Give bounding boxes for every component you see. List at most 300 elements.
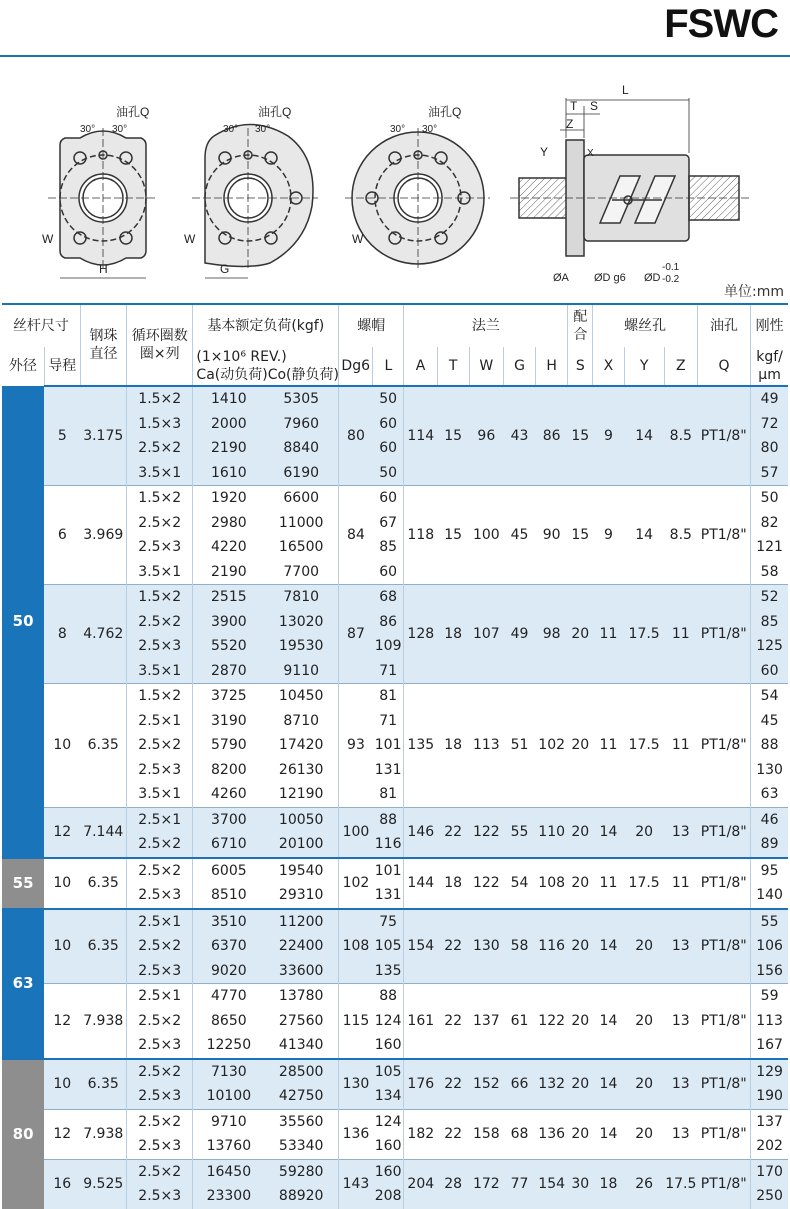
co-cell: 5305 bbox=[264, 386, 338, 412]
ca-cell: 2190 bbox=[193, 436, 264, 461]
co-cell: 33600 bbox=[264, 959, 338, 984]
table-row bbox=[2, 1059, 788, 1085]
nut-l-cell: 88 bbox=[373, 807, 404, 832]
rigidity-cell: 156 bbox=[751, 959, 788, 984]
co-cell: 88920 bbox=[264, 1184, 338, 1209]
fit-s-cell: 20 bbox=[568, 684, 593, 808]
rigidity-cell: 82 bbox=[751, 511, 788, 536]
dg6-cell: 100 bbox=[339, 807, 373, 858]
nut-l-cell: 71 bbox=[373, 709, 404, 734]
ca-cell: 9710 bbox=[193, 1109, 264, 1134]
fit-s-cell: 30 bbox=[568, 1159, 593, 1209]
flange-g-cell: 68 bbox=[503, 1109, 535, 1159]
flange-t-cell: 22 bbox=[437, 909, 469, 984]
nut-l-cell: 105 bbox=[373, 934, 404, 959]
ca-cell: 4260 bbox=[193, 782, 264, 807]
circuit-cell: 2.5×3 bbox=[127, 1084, 193, 1109]
flange-t-cell: 18 bbox=[437, 684, 469, 808]
circuit-cell: 2.5×1 bbox=[127, 807, 193, 832]
flange-g-cell: 54 bbox=[503, 858, 535, 909]
bolt-x-cell: 14 bbox=[593, 909, 624, 984]
flange-g-cell: 77 bbox=[503, 1159, 535, 1209]
flange-t-cell: 28 bbox=[437, 1159, 469, 1209]
oil-q-cell: PT1/8" bbox=[697, 909, 750, 984]
ball-dia-cell: 6.35 bbox=[80, 684, 126, 808]
ca-cell: 5520 bbox=[193, 634, 264, 659]
flange-g-cell: 61 bbox=[503, 984, 535, 1059]
bolt-y-cell: 17.5 bbox=[624, 684, 664, 808]
table-row bbox=[2, 858, 788, 884]
bolt-z-cell: 11 bbox=[664, 858, 697, 909]
dg6-cell: 84 bbox=[339, 486, 373, 585]
co-cell: 10450 bbox=[264, 684, 338, 709]
circuit-cell: 2.5×2 bbox=[127, 1009, 193, 1034]
header-bolt-hole: 螺丝孔 bbox=[593, 304, 698, 347]
dia-dg6-label: ØD g6 bbox=[594, 272, 626, 284]
flange-t-cell: 22 bbox=[437, 1059, 469, 1110]
co-cell: 42750 bbox=[264, 1084, 338, 1109]
ca-cell: 5790 bbox=[193, 733, 264, 758]
header-fit-line2: 合 bbox=[573, 327, 588, 343]
rigidity-cell: 250 bbox=[751, 1184, 788, 1209]
w-label-1: W bbox=[42, 232, 54, 246]
header-unit-line2: μm bbox=[758, 367, 781, 383]
x-label: X bbox=[587, 148, 594, 159]
lead-cell: 10 bbox=[44, 1059, 80, 1110]
rigidity-cell: 121 bbox=[751, 535, 788, 560]
ca-cell: 12250 bbox=[193, 1033, 264, 1059]
angle-label-1a: 30° bbox=[80, 124, 96, 135]
ball-dia-cell: 6.35 bbox=[80, 909, 126, 984]
bolt-z-cell: 11 bbox=[664, 684, 697, 808]
bolt-x-cell: 9 bbox=[593, 486, 624, 585]
co-cell: 19540 bbox=[264, 858, 338, 884]
co-cell: 19530 bbox=[264, 634, 338, 659]
oil-q-cell: PT1/8" bbox=[697, 807, 750, 858]
rigidity-cell: 57 bbox=[751, 461, 788, 486]
nut-l-cell: 116 bbox=[373, 832, 404, 858]
table-row bbox=[2, 1159, 788, 1184]
header-l: L bbox=[373, 347, 404, 386]
flange-g-cell: 49 bbox=[503, 585, 535, 684]
header-rigidity-unit bbox=[751, 347, 788, 386]
rigidity-cell: 113 bbox=[751, 1009, 788, 1034]
header-circuit-line1: 循环圈数 bbox=[131, 328, 188, 344]
flange-w-cell: 137 bbox=[469, 984, 503, 1059]
oil-q-cell: PT1/8" bbox=[697, 684, 750, 808]
flange-w-cell: 122 bbox=[469, 807, 503, 858]
header-w: W bbox=[469, 347, 503, 386]
ca-cell: 6005 bbox=[193, 858, 264, 884]
fit-s-cell: 20 bbox=[568, 858, 593, 909]
co-cell: 7700 bbox=[264, 560, 338, 585]
header-fit bbox=[568, 304, 593, 347]
od-cell: 55 bbox=[2, 858, 44, 909]
flange-w-cell: 100 bbox=[469, 486, 503, 585]
oil-q-cell: PT1/8" bbox=[697, 585, 750, 684]
flange-a-cell: 146 bbox=[404, 807, 437, 858]
fit-s-cell: 20 bbox=[568, 1109, 593, 1159]
co-cell: 20100 bbox=[264, 832, 338, 858]
rigidity-cell: 106 bbox=[751, 934, 788, 959]
flange-g-cell: 66 bbox=[503, 1059, 535, 1110]
bolt-z-cell: 13 bbox=[664, 984, 697, 1059]
flange-g-cell: 55 bbox=[503, 807, 535, 858]
spec-table-body bbox=[2, 386, 788, 1209]
header-x: X bbox=[593, 347, 624, 386]
flange-t-cell: 15 bbox=[437, 386, 469, 486]
bolt-z-cell: 13 bbox=[664, 909, 697, 984]
lead-cell: 8 bbox=[44, 585, 80, 684]
header-circuits bbox=[127, 304, 193, 386]
rigidity-cell: 49 bbox=[751, 386, 788, 412]
angle-label-1b: 30° bbox=[112, 124, 128, 135]
ca-cell: 23300 bbox=[193, 1184, 264, 1209]
bolt-x-cell: 11 bbox=[593, 858, 624, 909]
circuit-cell: 1.5×3 bbox=[127, 412, 193, 437]
flange-a-cell: 118 bbox=[404, 486, 437, 585]
lead-cell: 10 bbox=[44, 858, 80, 909]
ca-cell: 6370 bbox=[193, 934, 264, 959]
flange-h-cell: 136 bbox=[536, 1109, 568, 1159]
bolt-y-cell: 20 bbox=[624, 1109, 664, 1159]
ca-cell: 9020 bbox=[193, 959, 264, 984]
circuit-cell: 1.5×2 bbox=[127, 585, 193, 610]
co-cell: 13020 bbox=[264, 610, 338, 635]
nut-l-cell: 105 bbox=[373, 1059, 404, 1085]
ca-cell: 6710 bbox=[193, 832, 264, 858]
dg6-cell: 93 bbox=[339, 684, 373, 808]
flange-a-cell: 204 bbox=[404, 1159, 437, 1209]
nut-l-cell: 131 bbox=[373, 758, 404, 783]
nut-l-cell: 124 bbox=[373, 1009, 404, 1034]
rigidity-cell: 58 bbox=[751, 560, 788, 585]
header-a: A bbox=[404, 347, 437, 386]
oil-q-cell: PT1/8" bbox=[697, 858, 750, 909]
co-cell: 11000 bbox=[264, 511, 338, 536]
circuit-cell: 3.5×1 bbox=[127, 782, 193, 807]
nut-l-cell: 131 bbox=[373, 883, 404, 909]
rigidity-cell: 140 bbox=[751, 883, 788, 909]
co-cell: 13780 bbox=[264, 984, 338, 1009]
circuit-cell: 2.5×2 bbox=[127, 436, 193, 461]
rigidity-cell: 170 bbox=[751, 1159, 788, 1184]
dg6-cell: 102 bbox=[339, 858, 373, 909]
angle-label-3b: 30° bbox=[422, 124, 438, 135]
flange-drawing-1 bbox=[48, 128, 158, 278]
od-cell: 80 bbox=[2, 1059, 44, 1209]
fit-s-cell: 20 bbox=[568, 984, 593, 1059]
co-cell: 8710 bbox=[264, 709, 338, 734]
bolt-y-cell: 17.5 bbox=[624, 585, 664, 684]
flange-h-cell: 132 bbox=[536, 1059, 568, 1110]
rigidity-cell: 59 bbox=[751, 984, 788, 1009]
header-ball-line2: 直径 bbox=[89, 346, 118, 362]
nut-l-cell: 160 bbox=[373, 1159, 404, 1184]
nut-l-cell: 60 bbox=[373, 486, 404, 511]
nut-l-cell: 134 bbox=[373, 1084, 404, 1109]
ca-cell: 16450 bbox=[193, 1159, 264, 1184]
flange-w-cell: 107 bbox=[469, 585, 503, 684]
nut-l-cell: 135 bbox=[373, 959, 404, 984]
nut-l-cell: 67 bbox=[373, 511, 404, 536]
co-cell: 6600 bbox=[264, 486, 338, 511]
rigidity-cell: 125 bbox=[751, 634, 788, 659]
table-row bbox=[2, 486, 788, 511]
header-dg6: Dg6 bbox=[339, 347, 373, 386]
co-cell: 12190 bbox=[264, 782, 338, 807]
oil-hole-label-2: 油孔Q bbox=[258, 105, 292, 119]
rigidity-cell: 137 bbox=[751, 1109, 788, 1134]
flange-h-cell: 98 bbox=[536, 585, 568, 684]
flange-w-cell: 96 bbox=[469, 386, 503, 486]
co-cell: 17420 bbox=[264, 733, 338, 758]
flange-a-cell: 135 bbox=[404, 684, 437, 808]
lead-cell: 6 bbox=[44, 486, 80, 585]
oil-q-cell: PT1/8" bbox=[697, 984, 750, 1059]
rigidity-cell: 54 bbox=[751, 684, 788, 709]
co-cell: 22400 bbox=[264, 934, 338, 959]
rigidity-cell: 63 bbox=[751, 782, 788, 807]
ca-cell: 2980 bbox=[193, 511, 264, 536]
bolt-y-cell: 14 bbox=[624, 386, 664, 486]
od-cell: 63 bbox=[2, 909, 44, 1059]
spec-table bbox=[2, 303, 788, 1209]
header-q: Q bbox=[697, 347, 750, 386]
ball-dia-cell: 7.938 bbox=[80, 984, 126, 1059]
table-row bbox=[2, 909, 788, 935]
header-lead: 导程 bbox=[44, 347, 80, 386]
header-z: Z bbox=[664, 347, 697, 386]
oil-hole-label-1: 油孔Q bbox=[116, 105, 150, 119]
bolt-x-cell: 14 bbox=[593, 984, 624, 1059]
header-screw-size: 丝杆尺寸 bbox=[2, 304, 80, 347]
rigidity-cell: 89 bbox=[751, 832, 788, 858]
rigidity-cell: 55 bbox=[751, 909, 788, 935]
flange-t-cell: 22 bbox=[437, 984, 469, 1059]
circuit-cell: 2.5×3 bbox=[127, 1184, 193, 1209]
ca-cell: 3700 bbox=[193, 807, 264, 832]
s-label: S bbox=[590, 99, 599, 113]
header-load: 基本额定负荷(kgf) bbox=[193, 304, 339, 347]
angle-label-2b: 30° bbox=[255, 124, 271, 135]
unit-label: 单位:mm bbox=[724, 284, 784, 300]
nut-l-cell: 60 bbox=[373, 436, 404, 461]
circuit-cell: 2.5×3 bbox=[127, 634, 193, 659]
dg6-cell: 143 bbox=[339, 1159, 373, 1209]
fit-s-cell: 15 bbox=[568, 386, 593, 486]
ca-cell: 3900 bbox=[193, 610, 264, 635]
circuit-cell: 2.5×2 bbox=[127, 610, 193, 635]
nut-l-cell: 160 bbox=[373, 1134, 404, 1159]
page-title: FSWC bbox=[664, 2, 778, 46]
circuit-cell: 3.5×1 bbox=[127, 461, 193, 486]
ca-cell: 4220 bbox=[193, 535, 264, 560]
circuit-cell: 3.5×1 bbox=[127, 659, 193, 684]
co-cell: 53340 bbox=[264, 1134, 338, 1159]
rigidity-cell: 88 bbox=[751, 733, 788, 758]
flange-h-cell: 108 bbox=[536, 858, 568, 909]
header-nut: 螺帽 bbox=[339, 304, 404, 347]
circuit-cell: 1.5×2 bbox=[127, 486, 193, 511]
circuit-cell: 2.5×3 bbox=[127, 959, 193, 984]
bolt-y-cell: 20 bbox=[624, 1059, 664, 1110]
header-t: T bbox=[437, 347, 469, 386]
flange-t-cell: 18 bbox=[437, 585, 469, 684]
ball-dia-cell: 3.175 bbox=[80, 386, 126, 486]
rigidity-cell: 202 bbox=[751, 1134, 788, 1159]
table-row bbox=[2, 984, 788, 1009]
g-label: G bbox=[220, 262, 230, 276]
lead-cell: 5 bbox=[44, 386, 80, 486]
flange-a-cell: 176 bbox=[404, 1059, 437, 1110]
nut-l-cell: 160 bbox=[373, 1033, 404, 1059]
z-label: Z bbox=[566, 117, 574, 131]
w-label-3: W bbox=[352, 232, 364, 246]
ca-cell: 8200 bbox=[193, 758, 264, 783]
rigidity-cell: 45 bbox=[751, 709, 788, 734]
header-y: Y bbox=[624, 347, 664, 386]
rigidity-cell: 85 bbox=[751, 610, 788, 635]
bolt-x-cell: 11 bbox=[593, 585, 624, 684]
co-cell: 16500 bbox=[264, 535, 338, 560]
header-flange: 法兰 bbox=[404, 304, 568, 347]
bolt-y-cell: 17.5 bbox=[624, 858, 664, 909]
header-ball-dia bbox=[80, 304, 126, 386]
bolt-x-cell: 18 bbox=[593, 1159, 624, 1209]
rigidity-cell: 129 bbox=[751, 1059, 788, 1085]
ca-cell: 3725 bbox=[193, 684, 264, 709]
rigidity-cell: 60 bbox=[751, 659, 788, 684]
nut-l-cell: 75 bbox=[373, 909, 404, 935]
flange-h-cell: 116 bbox=[536, 909, 568, 984]
flange-t-cell: 22 bbox=[437, 807, 469, 858]
table-row bbox=[2, 684, 788, 709]
lead-cell: 10 bbox=[44, 909, 80, 984]
ball-dia-cell: 3.969 bbox=[80, 486, 126, 585]
table-row bbox=[2, 807, 788, 832]
oil-q-cell: PT1/8" bbox=[697, 1159, 750, 1209]
ball-dia-cell: 9.525 bbox=[80, 1159, 126, 1209]
header-od: 外径 bbox=[2, 347, 44, 386]
co-cell: 7960 bbox=[264, 412, 338, 437]
oil-q-cell: PT1/8" bbox=[697, 1109, 750, 1159]
rigidity-cell: 95 bbox=[751, 858, 788, 884]
co-cell: 11200 bbox=[264, 909, 338, 935]
dia-d-label: ØD bbox=[644, 272, 661, 284]
ca-cell: 1920 bbox=[193, 486, 264, 511]
co-cell: 10050 bbox=[264, 807, 338, 832]
flange-w-cell: 113 bbox=[469, 684, 503, 808]
flange-g-cell: 51 bbox=[503, 684, 535, 808]
lead-cell: 10 bbox=[44, 684, 80, 808]
flange-a-cell: 128 bbox=[404, 585, 437, 684]
co-cell: 35560 bbox=[264, 1109, 338, 1134]
ca-cell: 1610 bbox=[193, 461, 264, 486]
dg6-cell: 115 bbox=[339, 984, 373, 1059]
flange-a-cell: 182 bbox=[404, 1109, 437, 1159]
tol-lower-label: -0.2 bbox=[662, 274, 680, 285]
oil-q-cell: PT1/8" bbox=[697, 486, 750, 585]
table-row bbox=[2, 585, 788, 610]
bolt-z-cell: 17.5 bbox=[664, 1159, 697, 1209]
circuit-cell: 2.5×3 bbox=[127, 535, 193, 560]
flange-h-cell: 154 bbox=[536, 1159, 568, 1209]
ball-dia-cell: 6.35 bbox=[80, 858, 126, 909]
co-cell: 8840 bbox=[264, 436, 338, 461]
bolt-y-cell: 20 bbox=[624, 807, 664, 858]
flange-w-cell: 158 bbox=[469, 1109, 503, 1159]
ca-cell: 8650 bbox=[193, 1009, 264, 1034]
co-cell: 6190 bbox=[264, 461, 338, 486]
nut-l-cell: 50 bbox=[373, 386, 404, 412]
flange-h-cell: 122 bbox=[536, 984, 568, 1059]
table-row bbox=[2, 1109, 788, 1134]
bolt-z-cell: 13 bbox=[664, 1109, 697, 1159]
h-label: H bbox=[99, 262, 108, 276]
fit-s-cell: 20 bbox=[568, 1059, 593, 1110]
bolt-y-cell: 20 bbox=[624, 909, 664, 984]
circuit-cell: 2.5×2 bbox=[127, 858, 193, 884]
bolt-y-cell: 20 bbox=[624, 984, 664, 1059]
circuit-cell: 2.5×2 bbox=[127, 1109, 193, 1134]
flange-w-cell: 152 bbox=[469, 1059, 503, 1110]
circuit-cell: 2.5×2 bbox=[127, 733, 193, 758]
technical-drawings bbox=[0, 58, 790, 288]
bolt-x-cell: 11 bbox=[593, 684, 624, 808]
lead-cell: 12 bbox=[44, 807, 80, 858]
l-label: L bbox=[622, 83, 629, 97]
header-circuit-line2: 圈×列 bbox=[139, 346, 180, 362]
nut-l-cell: 50 bbox=[373, 461, 404, 486]
ca-cell: 4770 bbox=[193, 984, 264, 1009]
tol-upper-label: -0.1 bbox=[662, 262, 680, 273]
nut-l-cell: 81 bbox=[373, 684, 404, 709]
ca-cell: 8510 bbox=[193, 883, 264, 909]
dg6-cell: 80 bbox=[339, 386, 373, 486]
bolt-x-cell: 14 bbox=[593, 1059, 624, 1110]
bolt-x-cell: 14 bbox=[593, 1109, 624, 1159]
lead-cell: 16 bbox=[44, 1159, 80, 1209]
ca-cell: 3190 bbox=[193, 709, 264, 734]
circuit-cell: 2.5×1 bbox=[127, 984, 193, 1009]
circuit-cell: 2.5×2 bbox=[127, 1159, 193, 1184]
ca-cell: 2190 bbox=[193, 560, 264, 585]
co-cell: 7810 bbox=[264, 585, 338, 610]
flange-w-cell: 122 bbox=[469, 858, 503, 909]
ball-dia-cell: 6.35 bbox=[80, 1059, 126, 1110]
flange-h-cell: 102 bbox=[536, 684, 568, 808]
flange-h-cell: 86 bbox=[536, 386, 568, 486]
bolt-z-cell: 13 bbox=[664, 807, 697, 858]
ca-cell: 2515 bbox=[193, 585, 264, 610]
header-load-sub bbox=[193, 347, 339, 386]
oil-hole-label-3: 油孔Q bbox=[428, 105, 462, 119]
flange-t-cell: 18 bbox=[437, 858, 469, 909]
flange-g-cell: 43 bbox=[503, 386, 535, 486]
ca-cell: 3510 bbox=[193, 909, 264, 935]
circuit-cell: 2.5×1 bbox=[127, 909, 193, 935]
nut-l-cell: 109 bbox=[373, 634, 404, 659]
flange-w-cell: 172 bbox=[469, 1159, 503, 1209]
ball-dia-cell: 4.762 bbox=[80, 585, 126, 684]
flange-drawing-3 bbox=[345, 128, 490, 270]
ca-cell: 13760 bbox=[193, 1134, 264, 1159]
bolt-z-cell: 8.5 bbox=[664, 386, 697, 486]
bolt-y-cell: 14 bbox=[624, 486, 664, 585]
header-s: S bbox=[568, 347, 593, 386]
circuit-cell: 2.5×1 bbox=[127, 709, 193, 734]
